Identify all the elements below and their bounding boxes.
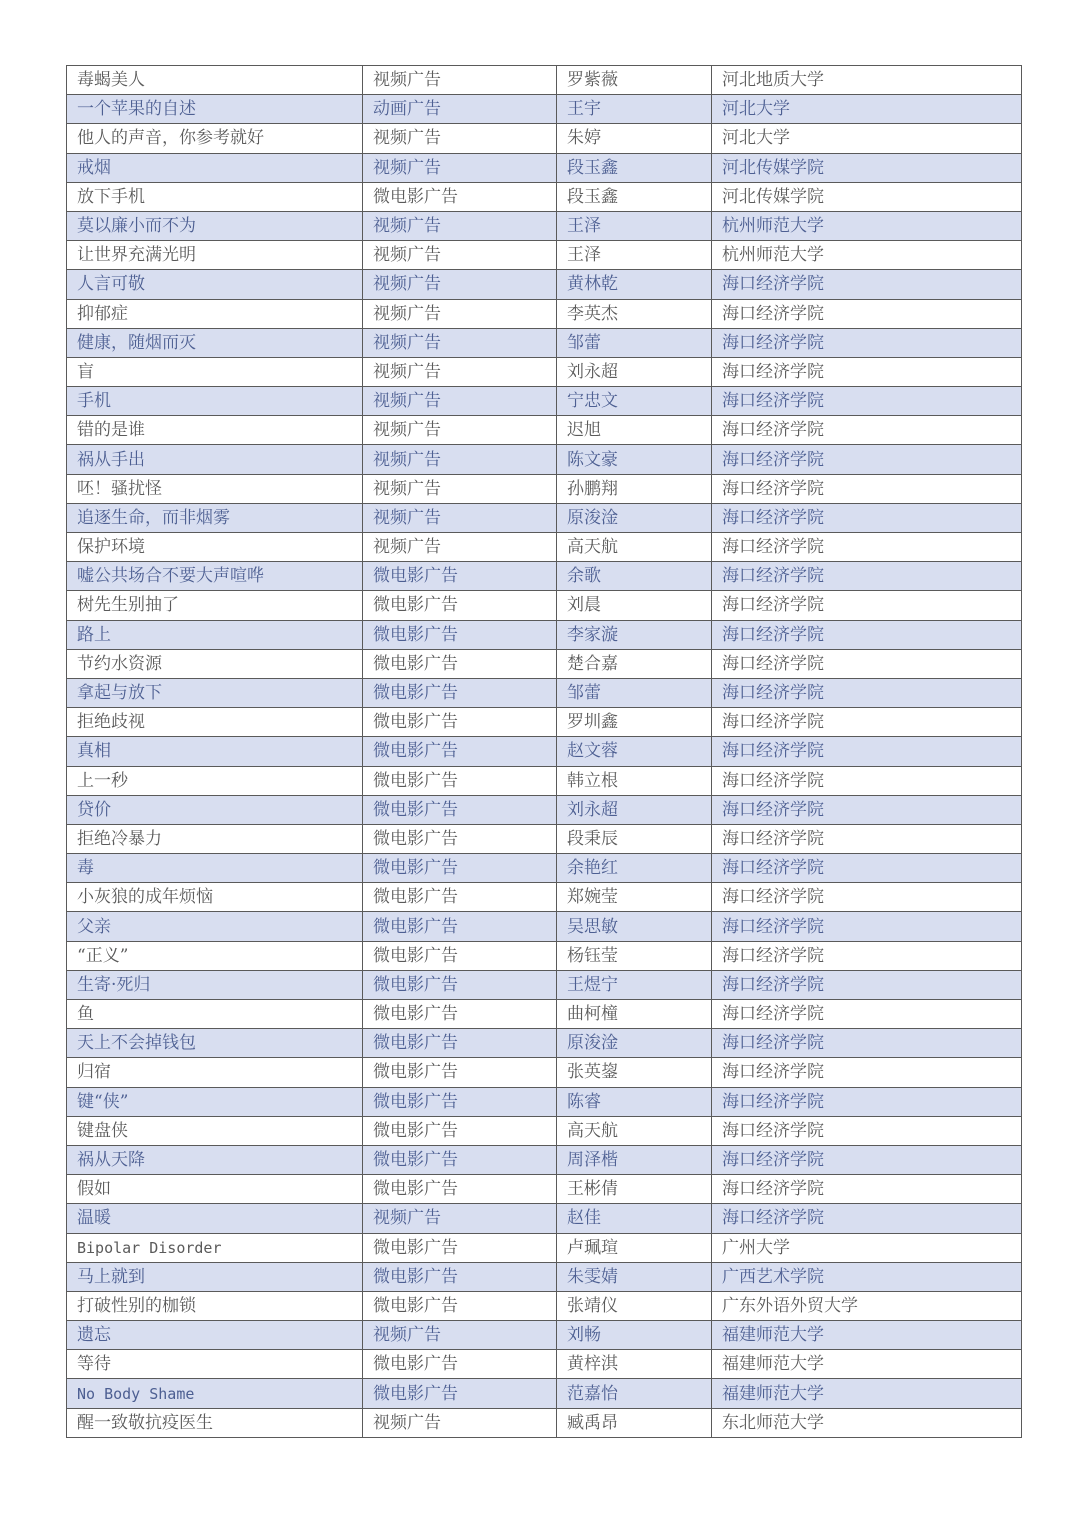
ad-category: 微电影广告	[363, 1058, 557, 1087]
table-row	[67, 1058, 1022, 1087]
ad-category: 微电影广告	[363, 708, 557, 737]
work-title: 毒	[67, 854, 363, 883]
work-title: Bipolar Disorder	[67, 1233, 363, 1262]
table-row	[67, 1087, 1022, 1116]
work-title: 拒绝歧视	[67, 708, 363, 737]
table-row	[67, 737, 1022, 766]
table-row	[67, 416, 1022, 445]
author-name: 吴思敏	[557, 912, 712, 941]
table-row	[67, 824, 1022, 853]
table-row	[67, 854, 1022, 883]
work-title: 上一秒	[67, 766, 363, 795]
school-name: 海口经济学院	[712, 970, 1022, 999]
author-name: 陈睿	[557, 1087, 712, 1116]
work-title: 拿起与放下	[67, 678, 363, 707]
ad-category: 微电影广告	[363, 1087, 557, 1116]
work-title: 遗忘	[67, 1321, 363, 1350]
table-row	[67, 1350, 1022, 1379]
ad-category: 视频广告	[363, 211, 557, 240]
author-name: 宁忠文	[557, 387, 712, 416]
author-name: 高天航	[557, 533, 712, 562]
table-row	[67, 533, 1022, 562]
table-row	[67, 591, 1022, 620]
work-title: 莫以廉小而不为	[67, 211, 363, 240]
author-name: 段秉辰	[557, 824, 712, 853]
work-title: 保护环境	[67, 533, 363, 562]
ad-category: 视频广告	[363, 66, 557, 95]
school-name: 海口经济学院	[712, 1087, 1022, 1116]
ad-category: 微电影广告	[363, 883, 557, 912]
author-name: 臧禹昂	[557, 1408, 712, 1437]
ad-category: 视频广告	[363, 357, 557, 386]
table-row	[67, 1262, 1022, 1291]
school-name: 河北地质大学	[712, 66, 1022, 95]
ad-category: 微电影广告	[363, 649, 557, 678]
ad-category: 动画广告	[363, 95, 557, 124]
author-name: 刘永超	[557, 795, 712, 824]
table-row	[67, 912, 1022, 941]
author-name: 王宇	[557, 95, 712, 124]
author-name: 迟旭	[557, 416, 712, 445]
ad-category: 视频广告	[363, 1204, 557, 1233]
ad-category: 微电影广告	[363, 1291, 557, 1320]
work-title: 呸！骚扰怪	[67, 474, 363, 503]
ad-category: 微电影广告	[363, 941, 557, 970]
work-title: 抑郁症	[67, 299, 363, 328]
school-name: 海口经济学院	[712, 854, 1022, 883]
ad-category: 微电影广告	[363, 678, 557, 707]
school-name: 杭州师范大学	[712, 211, 1022, 240]
work-title: 醒一致敬抗疫医生	[67, 1408, 363, 1437]
school-name: 海口经济学院	[712, 299, 1022, 328]
author-name: 张英鋆	[557, 1058, 712, 1087]
author-name: 黄梓淇	[557, 1350, 712, 1379]
school-name: 海口经济学院	[712, 328, 1022, 357]
table-row	[67, 941, 1022, 970]
table-row	[67, 445, 1022, 474]
table-row	[67, 270, 1022, 299]
table-row	[67, 1116, 1022, 1145]
work-title: 追逐生命，而非烟雾	[67, 503, 363, 532]
work-title: 生寄·死归	[67, 970, 363, 999]
author-name: 刘晨	[557, 591, 712, 620]
table-row	[67, 241, 1022, 270]
table-row	[67, 1233, 1022, 1262]
school-name: 海口经济学院	[712, 883, 1022, 912]
work-title: 让世界充满光明	[67, 241, 363, 270]
table-row	[67, 620, 1022, 649]
ad-category: 视频广告	[363, 241, 557, 270]
work-title: 等待	[67, 1350, 363, 1379]
table-row	[67, 1000, 1022, 1029]
table-row	[67, 357, 1022, 386]
ad-category: 微电影广告	[363, 591, 557, 620]
author-name: 余艳红	[557, 854, 712, 883]
school-name: 河北大学	[712, 95, 1022, 124]
work-title: 毒蝎美人	[67, 66, 363, 95]
school-name: 海口经济学院	[712, 533, 1022, 562]
school-name: 广东外语外贸大学	[712, 1291, 1022, 1320]
work-title: 他人的声音，你参考就好	[67, 124, 363, 153]
work-title: 戒烟	[67, 153, 363, 182]
ad-category: 微电影广告	[363, 824, 557, 853]
school-name: 海口经济学院	[712, 503, 1022, 532]
author-name: 赵佳	[557, 1204, 712, 1233]
author-name: 范嘉怡	[557, 1379, 712, 1408]
ad-category: 视频广告	[363, 474, 557, 503]
table-row	[67, 1379, 1022, 1408]
school-name: 海口经济学院	[712, 620, 1022, 649]
author-name: 邹蕾	[557, 678, 712, 707]
school-name: 海口经济学院	[712, 387, 1022, 416]
table-row	[67, 95, 1022, 124]
ad-category: 微电影广告	[363, 182, 557, 211]
author-name: 楚合嘉	[557, 649, 712, 678]
ad-category: 微电影广告	[363, 737, 557, 766]
ad-category: 微电影广告	[363, 912, 557, 941]
table-row	[67, 766, 1022, 795]
school-name: 海口经济学院	[712, 1204, 1022, 1233]
table-row	[67, 562, 1022, 591]
ad-category: 微电影广告	[363, 1379, 557, 1408]
school-name: 福建师范大学	[712, 1379, 1022, 1408]
table-row	[67, 503, 1022, 532]
ad-category: 视频广告	[363, 153, 557, 182]
school-name: 海口经济学院	[712, 1175, 1022, 1204]
author-name: 陈文豪	[557, 445, 712, 474]
table-row	[67, 649, 1022, 678]
school-name: 河北大学	[712, 124, 1022, 153]
author-name: 朱雯婧	[557, 1262, 712, 1291]
work-title: 祸从天降	[67, 1145, 363, 1174]
table-row	[67, 299, 1022, 328]
work-title: “正义”	[67, 941, 363, 970]
table-row	[67, 883, 1022, 912]
ad-category: 视频广告	[363, 445, 557, 474]
work-title: 马上就到	[67, 1262, 363, 1291]
school-name: 海口经济学院	[712, 824, 1022, 853]
author-name: 段玉鑫	[557, 153, 712, 182]
ad-category: 微电影广告	[363, 1175, 557, 1204]
table-row	[67, 970, 1022, 999]
work-title: 节约水资源	[67, 649, 363, 678]
author-name: 黄林乾	[557, 270, 712, 299]
work-title: 小灰狼的成年烦恼	[67, 883, 363, 912]
ad-category: 微电影广告	[363, 1350, 557, 1379]
ad-category: 视频广告	[363, 124, 557, 153]
table-row	[67, 1291, 1022, 1320]
author-name: 王煜宁	[557, 970, 712, 999]
work-title: 打破性别的枷锁	[67, 1291, 363, 1320]
table-row	[67, 1175, 1022, 1204]
work-title: 键“侠”	[67, 1087, 363, 1116]
table-row	[67, 474, 1022, 503]
school-name: 海口经济学院	[712, 678, 1022, 707]
school-name: 广州大学	[712, 1233, 1022, 1262]
ad-category: 微电影广告	[363, 854, 557, 883]
work-title: 手机	[67, 387, 363, 416]
ad-category: 微电影广告	[363, 620, 557, 649]
school-name: 海口经济学院	[712, 1116, 1022, 1145]
ad-category: 视频广告	[363, 503, 557, 532]
work-title: 嘘公共场合不要大声喧哗	[67, 562, 363, 591]
school-name: 海口经济学院	[712, 766, 1022, 795]
work-title: 放下手机	[67, 182, 363, 211]
ad-category: 视频广告	[363, 387, 557, 416]
school-name: 福建师范大学	[712, 1350, 1022, 1379]
author-name: 李英杰	[557, 299, 712, 328]
school-name: 海口经济学院	[712, 445, 1022, 474]
work-title: 人言可敬	[67, 270, 363, 299]
author-name: 高天航	[557, 1116, 712, 1145]
table-row	[67, 1029, 1022, 1058]
school-name: 杭州师范大学	[712, 241, 1022, 270]
school-name: 海口经济学院	[712, 1000, 1022, 1029]
ad-category: 微电影广告	[363, 1233, 557, 1262]
ad-category: 视频广告	[363, 533, 557, 562]
table-row	[67, 124, 1022, 153]
table-row	[67, 708, 1022, 737]
work-title: 天上不会掉钱包	[67, 1029, 363, 1058]
work-title: 父亲	[67, 912, 363, 941]
work-title: 拒绝冷暴力	[67, 824, 363, 853]
table-row	[67, 678, 1022, 707]
author-name: 原浚淦	[557, 503, 712, 532]
ad-category: 微电影广告	[363, 1029, 557, 1058]
work-title: No Body Shame	[67, 1379, 363, 1408]
work-title: 假如	[67, 1175, 363, 1204]
table-row	[67, 328, 1022, 357]
author-name: 赵文蓉	[557, 737, 712, 766]
ad-category: 微电影广告	[363, 1000, 557, 1029]
school-name: 海口经济学院	[712, 708, 1022, 737]
author-name: 杨钰莹	[557, 941, 712, 970]
table-row	[67, 1408, 1022, 1437]
table-row	[67, 387, 1022, 416]
author-name: 刘畅	[557, 1321, 712, 1350]
ad-category: 微电影广告	[363, 1116, 557, 1145]
work-title: 盲	[67, 357, 363, 386]
table-row	[67, 1204, 1022, 1233]
ad-category: 微电影广告	[363, 1262, 557, 1291]
author-name: 原浚淦	[557, 1029, 712, 1058]
author-name: 罗圳鑫	[557, 708, 712, 737]
work-title: 错的是谁	[67, 416, 363, 445]
author-name: 刘永超	[557, 357, 712, 386]
table-row	[67, 66, 1022, 95]
table-row	[67, 182, 1022, 211]
ad-category: 视频广告	[363, 299, 557, 328]
school-name: 东北师范大学	[712, 1408, 1022, 1437]
author-name: 罗紫薇	[557, 66, 712, 95]
table-row	[67, 153, 1022, 182]
school-name: 海口经济学院	[712, 1029, 1022, 1058]
author-name: 曲柯橦	[557, 1000, 712, 1029]
ad-category: 视频广告	[363, 328, 557, 357]
work-title: 路上	[67, 620, 363, 649]
school-name: 海口经济学院	[712, 941, 1022, 970]
work-title: 一个苹果的自述	[67, 95, 363, 124]
school-name: 广西艺术学院	[712, 1262, 1022, 1291]
author-name: 王泽	[557, 241, 712, 270]
author-name: 王泽	[557, 211, 712, 240]
author-name: 邹蕾	[557, 328, 712, 357]
work-title: 健康，随烟而灭	[67, 328, 363, 357]
school-name: 海口经济学院	[712, 649, 1022, 678]
school-name: 海口经济学院	[712, 1145, 1022, 1174]
school-name: 海口经济学院	[712, 416, 1022, 445]
school-name: 海口经济学院	[712, 591, 1022, 620]
ad-category: 微电影广告	[363, 1145, 557, 1174]
ad-category: 微电影广告	[363, 562, 557, 591]
school-name: 福建师范大学	[712, 1321, 1022, 1350]
school-name: 河北传媒学院	[712, 182, 1022, 211]
ad-category: 视频广告	[363, 270, 557, 299]
author-name: 李家漩	[557, 620, 712, 649]
table-row	[67, 211, 1022, 240]
table-row	[67, 1321, 1022, 1350]
school-name: 海口经济学院	[712, 737, 1022, 766]
ad-category: 视频广告	[363, 1321, 557, 1350]
work-title: 温暖	[67, 1204, 363, 1233]
author-name: 孙鹏翔	[557, 474, 712, 503]
school-name: 河北传媒学院	[712, 153, 1022, 182]
work-title: 贷价	[67, 795, 363, 824]
school-name: 海口经济学院	[712, 474, 1022, 503]
school-name: 海口经济学院	[712, 795, 1022, 824]
school-name: 海口经济学院	[712, 1058, 1022, 1087]
works-table	[66, 65, 1022, 1438]
author-name: 郑婉莹	[557, 883, 712, 912]
author-name: 段玉鑫	[557, 182, 712, 211]
work-title: 归宿	[67, 1058, 363, 1087]
ad-category: 微电影广告	[363, 795, 557, 824]
author-name: 王彬倩	[557, 1175, 712, 1204]
author-name: 周泽楷	[557, 1145, 712, 1174]
author-name: 张靖仪	[557, 1291, 712, 1320]
author-name: 韩立根	[557, 766, 712, 795]
ad-category: 视频广告	[363, 1408, 557, 1437]
work-title: 树先生别抽了	[67, 591, 363, 620]
school-name: 海口经济学院	[712, 562, 1022, 591]
author-name: 卢珮瑄	[557, 1233, 712, 1262]
author-name: 余歌	[557, 562, 712, 591]
table-row	[67, 795, 1022, 824]
school-name: 海口经济学院	[712, 912, 1022, 941]
work-title: 鱼	[67, 1000, 363, 1029]
ad-category: 微电影广告	[363, 970, 557, 999]
work-title: 祸从手出	[67, 445, 363, 474]
work-title: 真相	[67, 737, 363, 766]
school-name: 海口经济学院	[712, 270, 1022, 299]
author-name: 朱婷	[557, 124, 712, 153]
table-row	[67, 1145, 1022, 1174]
ad-category: 视频广告	[363, 416, 557, 445]
work-title: 键盘侠	[67, 1116, 363, 1145]
school-name: 海口经济学院	[712, 357, 1022, 386]
ad-category: 微电影广告	[363, 766, 557, 795]
